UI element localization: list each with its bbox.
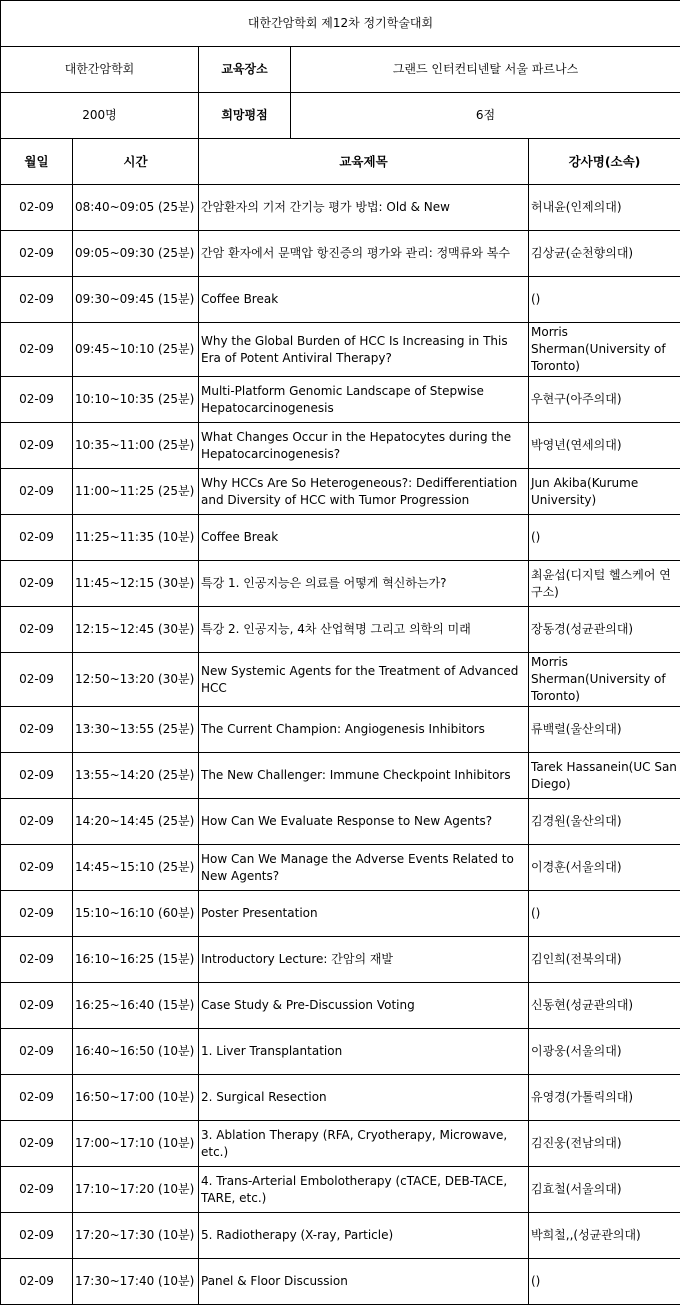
schedule-topic: The New Challenger: Immune Checkpoint Inhibitors (199, 753, 529, 799)
title-row (1, 1, 680, 47)
schedule-speaker: 최윤섭(디지털 헬스케어 연구소) (529, 561, 680, 607)
schedule-speaker: 류백렬(울산의대) (529, 707, 680, 753)
schedule-date: 02-09 (1, 1259, 73, 1305)
schedule-date: 02-09 (1, 653, 73, 707)
schedule-date: 02-09 (1, 707, 73, 753)
schedule-speaker: 장동경(성균관의대) (529, 607, 680, 653)
schedule-topic: Why the Global Burden of HCC Is Increasing in This Era of Potent Antiviral Therapy? (199, 323, 529, 377)
schedule-topic: Introductory Lecture: 간암의 재발 (199, 937, 529, 983)
page-title: 대한간암학회 제12차 정기학술대회 (1, 1, 680, 47)
schedule-topic: Case Study & Pre-Discussion Voting (199, 983, 529, 1029)
venue-cell (199, 47, 680, 93)
table-row (1, 1121, 680, 1167)
schedule-time: 17:20~17:30 (10분) (73, 1213, 199, 1259)
header-time: 시간 (73, 139, 199, 185)
schedule-time: 16:25~16:40 (15분) (73, 983, 199, 1029)
schedule-speaker: 신동현(성균관의대) (529, 983, 680, 1029)
table-row (1, 845, 680, 891)
table-row (1, 377, 680, 423)
schedule-time: 11:45~12:15 (30분) (73, 561, 199, 607)
schedule-topic: 1. Liver Transplantation (199, 1029, 529, 1075)
schedule-speaker: 이광웅(서울의대) (529, 1029, 680, 1075)
table-row (1, 937, 680, 983)
schedule-time: 17:00~17:10 (10분) (73, 1121, 199, 1167)
venue-label: 교육장소 (199, 47, 291, 92)
score-label: 희망평점 (199, 93, 291, 138)
column-header-row (1, 139, 680, 185)
schedule-topic: 4. Trans-Arterial Embolotherapy (cTACE, DEB-TACE, TARE, etc.) (199, 1167, 529, 1213)
schedule-time: 16:40~16:50 (10분) (73, 1029, 199, 1075)
schedule-time: 09:30~09:45 (15분) (73, 277, 199, 323)
schedule-date: 02-09 (1, 423, 73, 469)
info-row-venue (1, 47, 680, 93)
schedule-topic: How Can We Manage the Adverse Events Related to New Agents? (199, 845, 529, 891)
schedule-date: 02-09 (1, 799, 73, 845)
table-row (1, 1259, 680, 1305)
schedule-date: 02-09 (1, 377, 73, 423)
schedule-speaker: 이경훈(서울의대) (529, 845, 680, 891)
schedule-speaker: 허내윤(인제의대) (529, 185, 680, 231)
table-row (1, 231, 680, 277)
schedule-speaker: () (529, 891, 680, 937)
table-row (1, 891, 680, 937)
schedule-topic: Coffee Break (199, 277, 529, 323)
schedule-date: 02-09 (1, 1075, 73, 1121)
schedule-date: 02-09 (1, 515, 73, 561)
table-row (1, 1029, 680, 1075)
schedule-time: 15:10~16:10 (60분) (73, 891, 199, 937)
table-row (1, 799, 680, 845)
schedule-time: 14:45~15:10 (25분) (73, 845, 199, 891)
schedule-topic: Multi-Platform Genomic Landscape of Stepwise Hepatocarcinogenesis (199, 377, 529, 423)
schedule-speaker: 유영경(가톨릭의대) (529, 1075, 680, 1121)
schedule-topic: 특강 1. 인공지능은 의료를 어떻게 혁신하는가? (199, 561, 529, 607)
schedule-time: 10:10~10:35 (25분) (73, 377, 199, 423)
table-row (1, 277, 680, 323)
schedule-date: 02-09 (1, 607, 73, 653)
schedule-topic: Panel & Floor Discussion (199, 1259, 529, 1305)
schedule-time: 13:30~13:55 (25분) (73, 707, 199, 753)
schedule-date: 02-09 (1, 753, 73, 799)
info-row-score (1, 93, 680, 139)
table-row (1, 983, 680, 1029)
table-row (1, 1213, 680, 1259)
schedule-date: 02-09 (1, 561, 73, 607)
table-row (1, 185, 680, 231)
schedule-speaker: 우현구(아주의대) (529, 377, 680, 423)
schedule-speaker: Jun Akiba(Kurume University) (529, 469, 680, 515)
schedule-date: 02-09 (1, 185, 73, 231)
schedule-date: 02-09 (1, 983, 73, 1029)
schedule-time: 16:10~16:25 (15분) (73, 937, 199, 983)
table-row (1, 323, 680, 377)
schedule-speaker: 김인희(전북의대) (529, 937, 680, 983)
organizer: 대한간암학회 (1, 47, 199, 93)
schedule-speaker: 김경원(울산의대) (529, 799, 680, 845)
schedule-speaker: 김상균(순천향의대) (529, 231, 680, 277)
schedule-speaker: Morris Sherman(University of Toronto) (529, 653, 680, 707)
schedule-time: 12:15~12:45 (30분) (73, 607, 199, 653)
schedule-speaker: () (529, 515, 680, 561)
schedule-time: 11:00~11:25 (25분) (73, 469, 199, 515)
header-speaker: 강사명(소속) (529, 139, 680, 185)
schedule-topic: Coffee Break (199, 515, 529, 561)
table-row (1, 515, 680, 561)
schedule-speaker: Morris Sherman(University of Toronto) (529, 323, 680, 377)
table-row (1, 423, 680, 469)
schedule-topic: Why HCCs Are So Heterogeneous?: Dedifferentiation and Diversity of HCC with Tumor Progression (199, 469, 529, 515)
schedule-time: 10:35~11:00 (25분) (73, 423, 199, 469)
schedule-speaker: 김진웅(전남의대) (529, 1121, 680, 1167)
schedule-time: 09:05~09:30 (25분) (73, 231, 199, 277)
schedule-topic: 2. Surgical Resection (199, 1075, 529, 1121)
schedule-time: 09:45~10:10 (25분) (73, 323, 199, 377)
table-row (1, 561, 680, 607)
schedule-date: 02-09 (1, 1029, 73, 1075)
schedule-topic: 간암 환자에서 문맥압 항진증의 평가와 관리: 정맥류와 복수 (199, 231, 529, 277)
schedule-topic: The Current Champion: Angiogenesis Inhibitors (199, 707, 529, 753)
table-row (1, 653, 680, 707)
score-value: 6점 (475, 108, 496, 122)
table-row (1, 707, 680, 753)
schedule-date: 02-09 (1, 845, 73, 891)
schedule-date: 02-09 (1, 323, 73, 377)
schedule-speaker: Tarek Hassanein(UC San Diego) (529, 753, 680, 799)
schedule-time: 11:25~11:35 (10분) (73, 515, 199, 561)
schedule-topic: 간암환자의 기저 간기능 평가 방법: Old & New (199, 185, 529, 231)
schedule-speaker: () (529, 1259, 680, 1305)
table-row (1, 1167, 680, 1213)
table-row (1, 607, 680, 653)
schedule-topic: New Systemic Agents for the Treatment of Advanced HCC (199, 653, 529, 707)
schedule-date: 02-09 (1, 469, 73, 515)
table-row (1, 1075, 680, 1121)
schedule-time: 17:10~17:20 (10분) (73, 1167, 199, 1213)
schedule-date: 02-09 (1, 1121, 73, 1167)
schedule-speaker: 박희철,,(성균관의대) (529, 1213, 680, 1259)
schedule-date: 02-09 (1, 1167, 73, 1213)
schedule-speaker: 김효철(서울의대) (529, 1167, 680, 1213)
schedule-date: 02-09 (1, 937, 73, 983)
schedule-topic: How Can We Evaluate Response to New Agents? (199, 799, 529, 845)
schedule-time: 12:50~13:20 (30분) (73, 653, 199, 707)
schedule-date: 02-09 (1, 277, 73, 323)
schedule-topic: Poster Presentation (199, 891, 529, 937)
schedule-time: 17:30~17:40 (10분) (73, 1259, 199, 1305)
schedule-date: 02-09 (1, 1213, 73, 1259)
score-cell (199, 93, 680, 139)
capacity: 200명 (1, 93, 199, 139)
venue-value: 그랜드 인터컨티넨탈 서울 파르나스 (392, 62, 579, 76)
schedule-time: 13:55~14:20 (25분) (73, 753, 199, 799)
schedule-date: 02-09 (1, 891, 73, 937)
header-date: 월일 (1, 139, 73, 185)
schedule-time: 14:20~14:45 (25분) (73, 799, 199, 845)
schedule-topic: What Changes Occur in the Hepatocytes during the Hepatocarcinogenesis? (199, 423, 529, 469)
table-row (1, 753, 680, 799)
table-row (1, 469, 680, 515)
schedule-date: 02-09 (1, 231, 73, 277)
schedule-topic: 특강 2. 인공지능, 4차 산업혁명 그리고 의학의 미래 (199, 607, 529, 653)
header-topic: 교육제목 (199, 139, 529, 185)
schedule-topic: 5. Radiotherapy (X-ray, Particle) (199, 1213, 529, 1259)
schedule-topic: 3. Ablation Therapy (RFA, Cryotherapy, Microwave, etc.) (199, 1121, 529, 1167)
schedule-time: 16:50~17:00 (10분) (73, 1075, 199, 1121)
schedule-time: 08:40~09:05 (25분) (73, 185, 199, 231)
schedule-speaker: 박영년(연세의대) (529, 423, 680, 469)
schedule-speaker: () (529, 277, 680, 323)
